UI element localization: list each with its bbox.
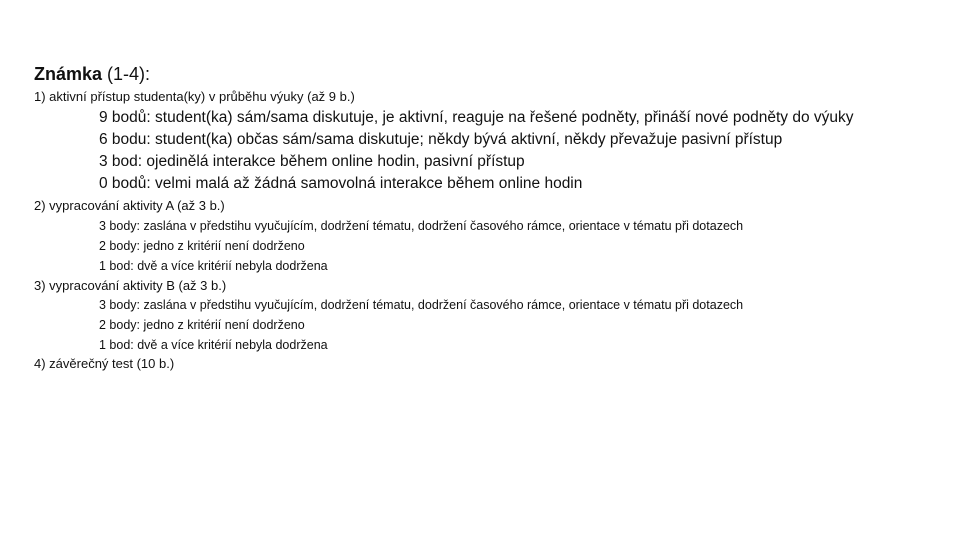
criterion-4-heading: 4) závěrečný test (10 b.) bbox=[34, 356, 175, 371]
criterion-1-heading: 1) aktivní přístup studenta(ky) v průběhu výuky (až 9 b.) bbox=[34, 89, 355, 104]
criterion-1-item-4: 0 bodů: velmi malá až žádná samovolná interakce během online hodin bbox=[99, 175, 583, 192]
criterion-2-item-2: 2 body: jedno z kritérií není dodrženo bbox=[99, 239, 305, 253]
criterion-1-item-2: 6 bodu: student(ka) občas sám/sama diskutuje; někdy bývá aktivní, někdy převažuje pasivní přístup bbox=[99, 131, 783, 148]
criterion-3-item-3: 1 bod: dvě a více kritérií nebyla dodržena bbox=[99, 338, 328, 352]
criterion-3-item-1: 3 body: zaslána v předstihu vyučujícím, dodržení tématu, dodržení časového rámce, orientace v tématu při dotazech bbox=[99, 298, 744, 312]
criterion-3-heading: 3) vypracování aktivity B (až 3 b.) bbox=[34, 278, 227, 293]
title-bold: Známka bbox=[34, 64, 103, 84]
criterion-1-item-1: 9 bodů: student(ka) sám/sama diskutuje, je aktivní, reaguje na řešené podněty, přináší nové podněty do výuky bbox=[99, 109, 854, 126]
title-rest: (1-4): bbox=[102, 64, 151, 84]
page-title bbox=[34, 63, 150, 85]
criterion-3-item-2: 2 body: jedno z kritérií není dodrženo bbox=[99, 318, 305, 332]
criterion-1-item-3: 3 bod: ojedinělá interakce během online hodin, pasivní přístup bbox=[99, 153, 525, 170]
criterion-2-heading: 2) vypracování aktivity A (až 3 b.) bbox=[34, 198, 225, 213]
criterion-2-item-3: 1 bod: dvě a více kritérií nebyla dodržena bbox=[99, 259, 328, 273]
criterion-2-item-1: 3 body: zaslána v předstihu vyučujícím, dodržení tématu, dodržení časového rámce, orientace v tématu při dotazech bbox=[99, 219, 744, 233]
